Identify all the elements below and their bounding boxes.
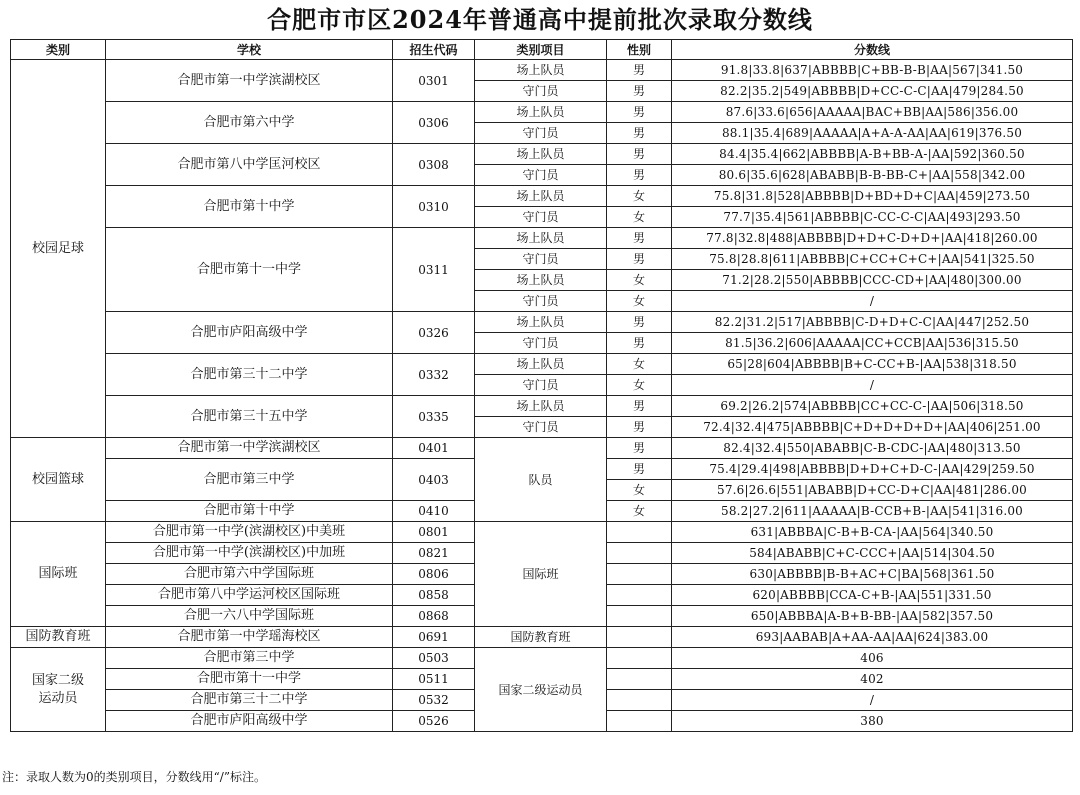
gender-cell: 男: [607, 165, 672, 186]
school-name: 合肥市庐阳高级中学: [106, 711, 393, 732]
school-name: 合肥市第一中学滨湖校区: [106, 438, 393, 459]
score-cell: 84.4|35.4|662|ABBBB|A-B+BB-A-|AA|592|360.50: [672, 144, 1073, 165]
school-code: 0801: [393, 522, 475, 543]
gender-cell: 男: [607, 459, 672, 480]
category-cell: 校园足球: [11, 60, 106, 438]
score-cell: 82.2|31.2|517|ABBBB|C-D+D+C-C|AA|447|252.50: [672, 312, 1073, 333]
school-name: 合肥市第十中学: [106, 501, 393, 522]
gender-cell: 女: [607, 480, 672, 501]
school-name: 合肥市第十中学: [106, 186, 393, 228]
score-cell: 380: [672, 711, 1073, 732]
gender-cell: 女: [607, 501, 672, 522]
score-cell: 65|28|604|ABBBB|B+C-CC+B-|AA|538|318.50: [672, 354, 1073, 375]
header-school: 学校: [106, 40, 393, 60]
score-cell: 87.6|33.6|656|AAAAA|BAC+BB|AA|586|356.00: [672, 102, 1073, 123]
gender-cell: 男: [607, 417, 672, 438]
item-cell: 守门员: [475, 249, 607, 270]
school-code: 0806: [393, 564, 475, 585]
school-name: 合肥市第一中学瑶海校区: [106, 627, 393, 648]
item-cell: 场上队员: [475, 312, 607, 333]
admission-score-table: [10, 39, 1073, 732]
school-code: 0532: [393, 690, 475, 711]
item-cell: 守门员: [475, 165, 607, 186]
school-code: 0311: [393, 228, 475, 312]
gender-cell: [607, 564, 672, 585]
item-cell: 国际班: [475, 522, 607, 627]
score-cell: 88.1|35.4|689|AAAAA|A+A-A-AA|AA|619|376.50: [672, 123, 1073, 144]
item-cell: 守门员: [475, 207, 607, 228]
gender-cell: [607, 606, 672, 627]
table-row: [11, 186, 1073, 207]
gender-cell: 男: [607, 312, 672, 333]
score-cell: 584|ABABB|C+C-CCC+|AA|514|304.50: [672, 543, 1073, 564]
school-code: 0403: [393, 459, 475, 501]
score-cell: 631|ABBBA|C-B+B-CA-|AA|564|340.50: [672, 522, 1073, 543]
school-code: 0526: [393, 711, 475, 732]
item-cell: 场上队员: [475, 396, 607, 417]
school-code: 0326: [393, 312, 475, 354]
category-cell: 国家二级运动员: [11, 648, 106, 732]
table-row: [11, 312, 1073, 333]
school-name: 合肥市第三十二中学: [106, 354, 393, 396]
item-cell: 场上队员: [475, 60, 607, 81]
gender-cell: 男: [607, 438, 672, 459]
score-cell: 91.8|33.8|637|ABBBB|C+BB-B-B|AA|567|341.50: [672, 60, 1073, 81]
gender-cell: 男: [607, 333, 672, 354]
school-code: 0308: [393, 144, 475, 186]
table-row: [11, 144, 1073, 165]
item-cell: 国家二级运动员: [475, 648, 607, 732]
score-cell: 75.8|31.8|528|ABBBB|D+BD+D+C|AA|459|273.50: [672, 186, 1073, 207]
score-cell: 75.4|29.4|498|ABBBB|D+D+C+D-C-|AA|429|259.50: [672, 459, 1073, 480]
score-cell: 77.7|35.4|561|ABBBB|C-CC-C-C|AA|493|293.50: [672, 207, 1073, 228]
table-header-row: [11, 40, 1073, 60]
gender-cell: [607, 543, 672, 564]
score-cell: 406: [672, 648, 1073, 669]
gender-cell: [607, 690, 672, 711]
school-name: 合肥市第一中学滨湖校区: [106, 60, 393, 102]
score-cell: 58.2|27.2|611|AAAAA|B-CCB+B-|AA|541|316.00: [672, 501, 1073, 522]
school-code: 0410: [393, 501, 475, 522]
category-cell: 国防教育班: [11, 627, 106, 648]
school-code: 0691: [393, 627, 475, 648]
table-row: [11, 438, 1073, 459]
school-name: 合肥市第六中学国际班: [106, 564, 393, 585]
score-cell: 650|ABBBA|A-B+B-BB-|AA|582|357.50: [672, 606, 1073, 627]
score-cell: 75.8|28.8|611|ABBBB|C+CC+C+C+|AA|541|325.50: [672, 249, 1073, 270]
school-code: 0335: [393, 396, 475, 438]
school-name: 合肥市第三中学: [106, 459, 393, 501]
gender-cell: 男: [607, 144, 672, 165]
table-row: [11, 102, 1073, 123]
school-name: 合肥市第八中学匡河校区: [106, 144, 393, 186]
score-cell: 81.5|36.2|606|AAAAA|CC+CCB|AA|536|315.50: [672, 333, 1073, 354]
item-cell: 场上队员: [475, 102, 607, 123]
page-title: 合肥市市区2024年普通高中提前批次录取分数线: [267, 5, 813, 34]
header-category: 类别: [11, 40, 106, 60]
item-cell: 守门员: [475, 375, 607, 396]
table-body: [11, 60, 1073, 732]
school-code: 0821: [393, 543, 475, 564]
item-cell: 守门员: [475, 123, 607, 144]
item-cell: 守门员: [475, 333, 607, 354]
school-name: 合肥市第三十五中学: [106, 396, 393, 438]
school-name: 合肥市第三十二中学: [106, 690, 393, 711]
score-cell: 82.2|35.2|549|ABBBB|D+CC-C-C|AA|479|284.50: [672, 81, 1073, 102]
gender-cell: 女: [607, 186, 672, 207]
gender-cell: 男: [607, 228, 672, 249]
score-cell: 72.4|32.4|475|ABBBB|C+D+D+D+D+|AA|406|251.00: [672, 417, 1073, 438]
gender-cell: [607, 669, 672, 690]
gender-cell: 男: [607, 102, 672, 123]
item-cell: 守门员: [475, 291, 607, 312]
school-name: 合肥一六八中学国际班: [106, 606, 393, 627]
gender-cell: 男: [607, 81, 672, 102]
gender-cell: 男: [607, 249, 672, 270]
table-row: [11, 228, 1073, 249]
gender-cell: 男: [607, 123, 672, 144]
category-cell: 国际班: [11, 522, 106, 627]
table-row: [11, 522, 1073, 543]
score-cell: 80.6|35.6|628|ABABB|B-B-BB-C+|AA|558|342.00: [672, 165, 1073, 186]
score-cell: 57.6|26.6|551|ABABB|D+CC-D+C|AA|481|286.00: [672, 480, 1073, 501]
table-row: [11, 396, 1073, 417]
gender-cell: [607, 522, 672, 543]
gender-cell: [607, 711, 672, 732]
score-cell: 630|ABBBB|B-B+AC+C|BA|568|361.50: [672, 564, 1073, 585]
school-code: 0511: [393, 669, 475, 690]
gender-cell: 女: [607, 291, 672, 312]
school-code: 0310: [393, 186, 475, 228]
item-cell: 场上队员: [475, 186, 607, 207]
table-row: [11, 648, 1073, 669]
item-cell: 守门员: [475, 417, 607, 438]
score-cell: 620|ABBBB|CCA-C+B-|AA|551|331.50: [672, 585, 1073, 606]
school-name: 合肥市庐阳高级中学: [106, 312, 393, 354]
score-cell: 77.8|32.8|488|ABBBB|D+D+C-D+D+|AA|418|260.00: [672, 228, 1073, 249]
table-row: [11, 627, 1073, 648]
table-row: [11, 354, 1073, 375]
gender-cell: 女: [607, 354, 672, 375]
gender-cell: 男: [607, 60, 672, 81]
item-cell: 场上队员: [475, 270, 607, 291]
gender-cell: [607, 585, 672, 606]
score-cell: /: [672, 690, 1073, 711]
header-code: 招生代码: [393, 40, 475, 60]
footnote: 注：录取人数为0的类别项目，分数线用“/”标注。: [2, 770, 266, 784]
school-name: 合肥市第一中学(滨湖校区)中加班: [106, 543, 393, 564]
item-cell: 国防教育班: [475, 627, 607, 648]
gender-cell: [607, 648, 672, 669]
score-cell: /: [672, 291, 1073, 312]
score-cell: 693|AABAB|A+AA-AA|AA|624|383.00: [672, 627, 1073, 648]
score-cell: 82.4|32.4|550|ABABB|C-B-CDC-|AA|480|313.50: [672, 438, 1073, 459]
score-cell: /: [672, 375, 1073, 396]
table-row: [11, 60, 1073, 81]
header-score: 分数线: [672, 40, 1073, 60]
gender-cell: 女: [607, 375, 672, 396]
school-code: 0868: [393, 606, 475, 627]
item-cell: 场上队员: [475, 144, 607, 165]
gender-cell: 女: [607, 270, 672, 291]
school-name: 合肥市第八中学运河校区国际班: [106, 585, 393, 606]
school-code: 0301: [393, 60, 475, 102]
school-code: 0858: [393, 585, 475, 606]
school-name: 合肥市第十一中学: [106, 669, 393, 690]
school-code: 0306: [393, 102, 475, 144]
gender-cell: 男: [607, 396, 672, 417]
score-cell: 402: [672, 669, 1073, 690]
school-code: 0401: [393, 438, 475, 459]
school-name: 合肥市第六中学: [106, 102, 393, 144]
score-cell: 71.2|28.2|550|ABBBB|CCC-CD+|AA|480|300.00: [672, 270, 1073, 291]
school-code: 0503: [393, 648, 475, 669]
gender-cell: [607, 627, 672, 648]
category-cell: 校园篮球: [11, 438, 106, 522]
header-item: 类别项目: [475, 40, 607, 60]
header-gender: 性别: [607, 40, 672, 60]
school-name: 合肥市第三中学: [106, 648, 393, 669]
item-cell: 场上队员: [475, 228, 607, 249]
school-code: 0332: [393, 354, 475, 396]
school-name: 合肥市第一中学(滨湖校区)中美班: [106, 522, 393, 543]
item-cell: 队员: [475, 438, 607, 522]
item-cell: 场上队员: [475, 354, 607, 375]
gender-cell: 女: [607, 207, 672, 228]
item-cell: 守门员: [475, 81, 607, 102]
score-cell: 69.2|26.2|574|ABBBB|CC+CC-C-|AA|506|318.50: [672, 396, 1073, 417]
school-name: 合肥市第十一中学: [106, 228, 393, 312]
